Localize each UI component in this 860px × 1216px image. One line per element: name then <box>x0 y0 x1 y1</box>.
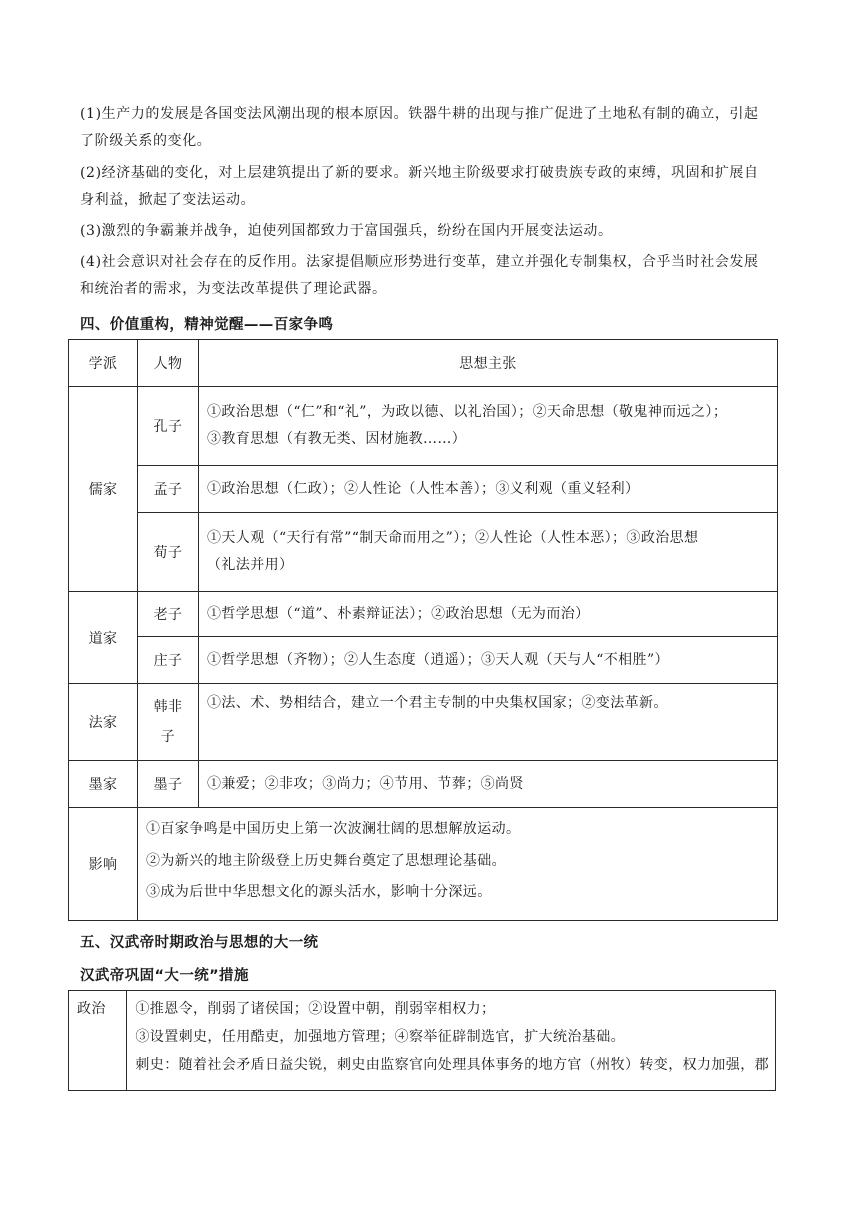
text-line: （礼法并用） <box>207 557 294 573</box>
header-school: 学派 <box>69 340 138 387</box>
paragraph-warfare <box>80 218 780 245</box>
thought-cell <box>199 761 778 808</box>
text-line: ①天人观（“天行有常”“制天命而用之”）；②人性论（人性本恶）；③政治思想 <box>207 530 699 546</box>
table-row-influence <box>69 808 778 921</box>
school-cell-mohism: 墨家 <box>69 761 138 808</box>
header-person: 人物 <box>138 340 199 387</box>
school-cell-legalism: 法家 <box>69 684 138 761</box>
person-cell: 墨子 <box>138 761 199 808</box>
thought-cell <box>199 684 778 761</box>
paragraph-productivity <box>80 101 780 155</box>
text-line: ③设置刺史，任用酷吏，加强地方管理；④察举征辟制选官，扩大统治基础。 <box>135 1029 625 1045</box>
text-line: ①兼爱；②非攻；③尚力；④节用、节葬；⑤尚贤 <box>207 775 524 792</box>
person-cell: 孟子 <box>138 466 199 513</box>
influence-label: 影响 <box>69 808 138 921</box>
text-line: (3)激烈的争霸兼并战争，迫使列国都致力于富国强兵，纷纷在国内开展变法运动。 <box>80 223 613 239</box>
school-cell-confucianism: 儒家 <box>69 387 138 592</box>
paragraph-social-consciousness <box>80 249 780 303</box>
person-cell: 孔子 <box>138 387 199 466</box>
section-heading-hundred-schools: 四、价值重构，精神觉醒——百家争鸣 <box>80 317 334 333</box>
table-row <box>69 637 778 684</box>
table-row <box>69 387 778 466</box>
table-row <box>69 684 778 761</box>
thought-cell <box>199 387 778 466</box>
thought-cell <box>199 592 778 637</box>
han-measures-table <box>68 990 776 1091</box>
text-line: ①百家争鸣是中国历史上第一次波澜壮阔的思想解放运动。 <box>146 821 521 837</box>
table-row <box>69 592 778 637</box>
text-line: 了阶级关系的变化。 <box>80 133 212 149</box>
school-cell-daoism: 道家 <box>69 592 138 684</box>
hundred-schools-table <box>68 339 778 921</box>
person-cell: 庄子 <box>138 637 199 684</box>
text-line: 和统治者的需求，为变法改革提供了理论武器。 <box>80 281 387 297</box>
section-heading-han-unification: 五、汉武帝时期政治与思想的大一统 <box>80 935 319 951</box>
text-line: ①法、术、势相结合，建立一个君主专制的中央集权国家；②变法革新。 <box>207 695 668 711</box>
text-line: ①政治思想（仁政）；②人性论（人性本善）；③义利观（重义轻利） <box>207 480 640 497</box>
text-line: (1)生产力的发展是各国变法风潮出现的根本原因。铁器牛耕的出现与推广促进了土地私有制的确立，引起 <box>80 106 759 122</box>
table-row <box>69 466 778 513</box>
text-line: ①政治思想（“仁”和“礼”，为政以德、以礼治国）；②天命思想（敬鬼神而远之）； <box>207 404 728 420</box>
table-row <box>69 513 778 592</box>
text-line: ①哲学思想（齐物）；②人生态度（逍遥）；③天人观（天与人“不相胜”） <box>207 651 669 668</box>
header-thought: 思想主张 <box>199 340 778 387</box>
person-cell: 老子 <box>138 592 199 637</box>
text-line: ②为新兴的地主阶级登上历史舞台奠定了思想理论基础。 <box>146 852 506 869</box>
text-line: ③成为后世中华思想文化的源头活水，影响十分深远。 <box>146 884 492 900</box>
thought-cell <box>199 513 778 592</box>
text-line: 子 <box>160 729 176 745</box>
subheading-han-measures-visible: 汉武帝巩固“大一统”措施 <box>80 968 249 984</box>
paragraph-economic-base <box>80 160 780 214</box>
table-row <box>69 991 776 1091</box>
text-line: ①推恩令，削弱了诸侯国；②设置中朝，削弱宰相权力； <box>135 1001 496 1017</box>
category-cell-politics: 政治 <box>69 991 127 1091</box>
text-line: (4)社会意识对社会存在的反作用。法家提倡顺应形势进行变革，建立并强化专制集权，合乎当时社会发展 <box>80 254 759 270</box>
person-cell <box>138 684 199 761</box>
text-line: 刺史：随着社会矛盾日益尖锐，刺史由监察官向处理具体事务的地方官（州牧）转变，权力加强，郡 <box>135 1057 769 1073</box>
table-row <box>69 761 778 808</box>
person-cell: 荀子 <box>138 513 199 592</box>
text-line: ③教育思想（有教无类、因材施教……） <box>207 431 467 447</box>
influence-cell <box>138 808 778 921</box>
table-header-row <box>69 340 778 387</box>
thought-cell <box>199 466 778 513</box>
measures-cell <box>127 991 776 1091</box>
text-line: 身利益，掀起了变法运动。 <box>80 192 256 208</box>
text-line: 韩非 <box>153 699 183 715</box>
text-line: ①哲学思想（“道”、朴素辩证法）；②政治思想（无为而治） <box>207 605 590 622</box>
thought-cell <box>199 637 778 684</box>
text-line: (2)经济基础的变化，对上层建筑提出了新的要求。新兴地主阶级要求打破贵族专政的束缚，巩固和扩展自 <box>80 165 759 181</box>
